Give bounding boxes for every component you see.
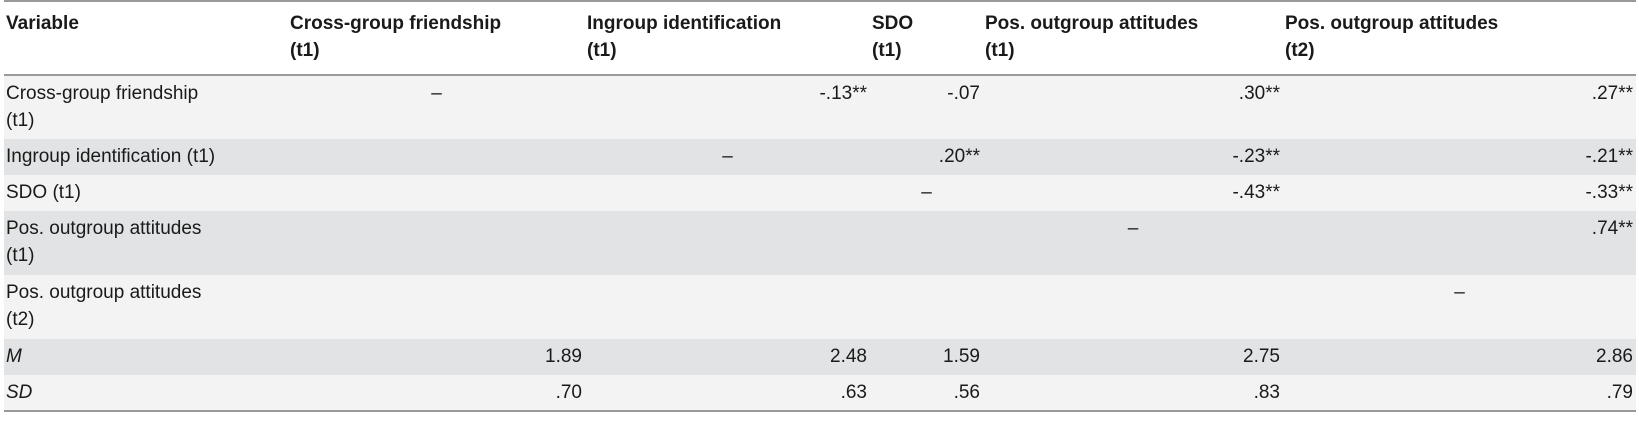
row-label-line2: (t2)	[6, 309, 35, 330]
row-label-line1: Ingroup identification (t1)	[6, 146, 216, 167]
header-label-line1: Pos. outgroup attitudes	[1285, 13, 1499, 34]
table-cell: .56	[870, 375, 983, 411]
header-label-line1: SDO	[872, 13, 914, 34]
table-cell	[870, 275, 983, 339]
header-row	[4, 1, 1636, 75]
table-cell	[585, 175, 870, 211]
header-label-line1: Cross-group friendship	[290, 13, 502, 34]
table-cell: -.21**	[1585, 146, 1633, 167]
row-label	[4, 75, 288, 139]
table-cell: -.13**	[819, 83, 867, 104]
table-row	[4, 139, 1636, 175]
table-body	[4, 75, 1636, 411]
sd-row	[4, 375, 1636, 411]
table-cell: .70	[288, 375, 585, 411]
mean-label: M	[6, 346, 22, 367]
table-cell: –	[722, 146, 733, 167]
row-label	[4, 139, 288, 175]
table-cell: .30**	[1238, 83, 1280, 104]
table-cell: -.33**	[1585, 182, 1633, 203]
header-ingroup-identification	[585, 1, 870, 75]
table-cell: -.07	[947, 83, 980, 104]
table-cell	[288, 211, 585, 275]
correlation-table	[4, 0, 1636, 412]
row-label-line1: SDO (t1)	[6, 182, 81, 203]
table-cell: –	[431, 83, 442, 104]
row-label-line2: (t1)	[6, 110, 35, 131]
table-cell: .27**	[1591, 83, 1633, 104]
table-cell	[585, 275, 870, 339]
header-sdo	[870, 1, 983, 75]
table-cell: –	[1127, 218, 1139, 239]
table-cell: –	[1454, 282, 1465, 303]
table-row	[4, 75, 1636, 139]
table-cell	[288, 139, 585, 175]
row-label-line1: Pos. outgroup attitudes	[6, 282, 202, 303]
table-cell: .79	[1283, 375, 1636, 411]
header-label-line2: (t1)	[290, 40, 320, 61]
row-label-line2: (t1)	[6, 245, 35, 266]
row-label-line1: Pos. outgroup attitudes	[6, 218, 202, 239]
table-cell	[288, 275, 585, 339]
header-label-line1: Pos. outgroup attitudes	[985, 13, 1199, 34]
table-cell: -.43**	[1232, 182, 1280, 203]
header-label-line2: (t1)	[985, 40, 1015, 61]
header-pos-outgroup-attitudes-t1	[983, 1, 1283, 75]
row-label-line1: Cross-group friendship	[6, 83, 199, 104]
table-cell	[585, 211, 870, 275]
table-cell	[870, 211, 983, 275]
sd-label: SD	[4, 375, 288, 411]
table-cell	[983, 275, 1283, 339]
table-row	[4, 211, 1636, 275]
table-cell: 1.59	[943, 346, 980, 367]
table-cell: 2.48	[830, 346, 867, 367]
header-label-line2: (t1)	[872, 40, 902, 61]
row-label	[4, 175, 288, 211]
table-cell: .20**	[938, 146, 980, 167]
table-cell: 2.75	[1243, 346, 1280, 367]
mean-row	[4, 339, 1636, 375]
row-label	[4, 211, 288, 275]
table-cell: -.23**	[1232, 146, 1280, 167]
row-label	[4, 275, 288, 339]
table-cell: 2.86	[1596, 346, 1633, 367]
header-pos-outgroup-attitudes-t2	[1283, 1, 1636, 75]
header-label-line2: (t2)	[1285, 40, 1315, 61]
table-cell	[288, 175, 585, 211]
header-label-line2: (t1)	[587, 40, 617, 61]
table-cell: .83	[983, 375, 1283, 411]
header-cross-group-friendship	[288, 1, 585, 75]
table-row	[4, 275, 1636, 339]
header-variable-label: Variable	[6, 13, 79, 34]
table-row	[4, 175, 1636, 211]
table-cell: 1.89	[545, 346, 582, 367]
table-header	[4, 1, 1636, 75]
table-cell: .63	[585, 375, 870, 411]
table-cell: .74**	[1591, 218, 1633, 239]
header-variable	[4, 1, 288, 75]
table-cell: –	[921, 182, 932, 203]
header-label-line1: Ingroup identification	[587, 13, 782, 34]
